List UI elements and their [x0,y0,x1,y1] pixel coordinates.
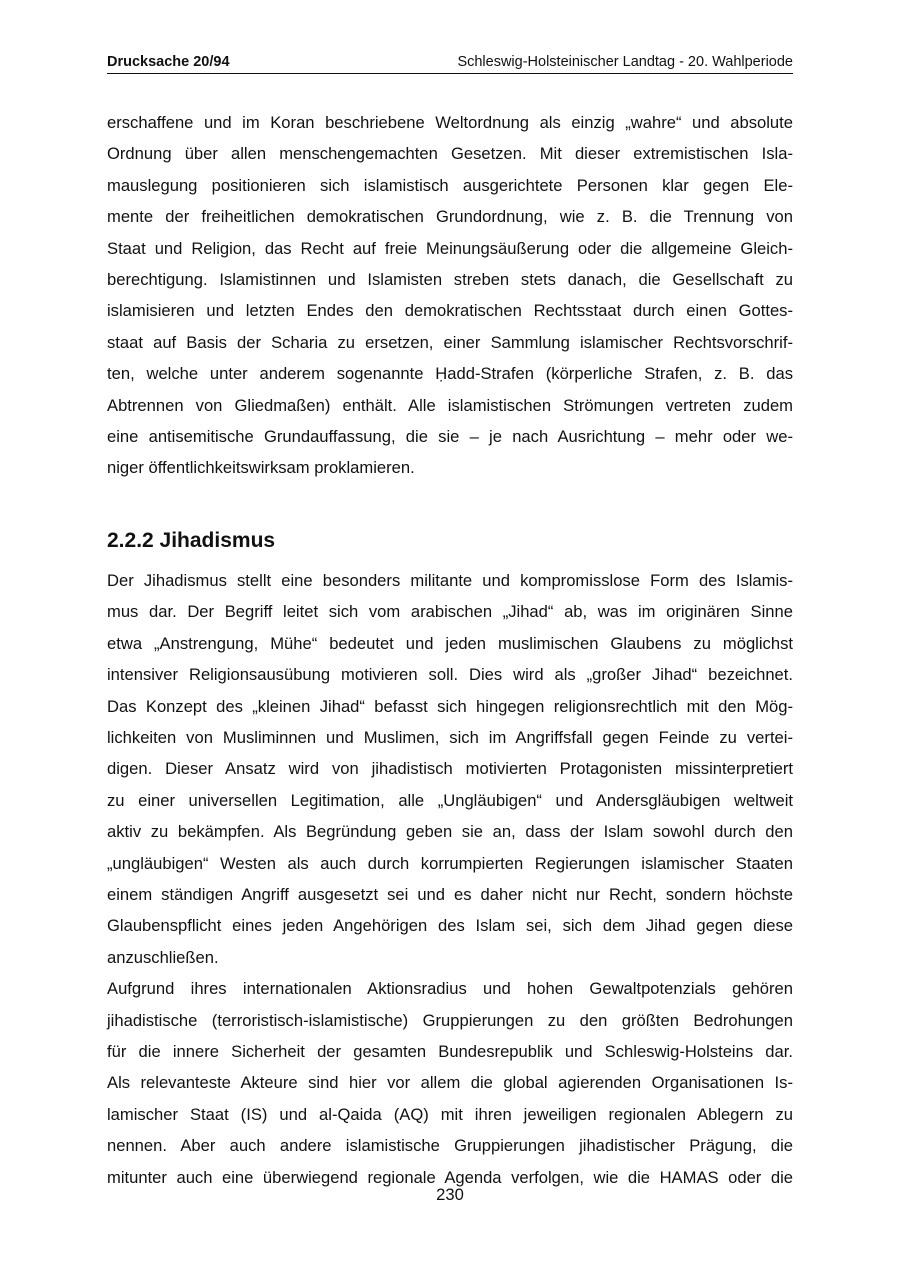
text-line: Glaubenspflicht eines jeden Angehörigen des Islam sei, sich dem Jihad gegen diese [107,916,793,936]
text-line: lamischer Staat (IS) und al-Qaida (AQ) mit ihren jeweiligen regionalen Ablegern zu [107,1104,793,1124]
text-line: jihadistische (terroristisch-islamistische) Gruppierungen zu den größten Bedrohungen [107,1010,793,1030]
text-line: Das Konzept des „kleinen Jihad“ befasst sich hingegen religionsrechtlich mit den Mög- [107,696,793,716]
text-line: einem ständigen Angriff ausgesetzt sei und es daher nicht nur Recht, sondern höchste [107,884,793,904]
text-line: Der Jihadismus stellt eine besonders militante und kompromisslose Form des Islamis- [107,570,793,590]
text-line: eine antisemitische Grundauffassung, die sie – je nach Ausrichtung – mehr oder we- [107,427,793,447]
text-line: staat auf Basis der Scharia zu ersetzen, einer Sammlung islamischer Rechtsvorschrif- [107,332,793,352]
text-line: für die innere Sicherheit der gesamten Bundesrepublik und Schleswig-Holsteins dar. [107,1041,793,1061]
text-line: ten, welche unter anderem sogenannte Ḥadd-Strafen (körperliche Strafen, z. B. das [107,364,793,384]
paragraph-jihadist-threat [107,973,793,1193]
text-line: mus dar. Der Begriff leitet sich vom arabischen „Jihad“ ab, was im originären Sinne [107,602,793,622]
text-line: Staat und Religion, das Recht auf freie Meinungsäußerung oder die allgemeine Gleich- [107,238,793,258]
text-line: mente der freiheitlichen demokratischen Grundordnung, wie z. B. die Trennung von [107,207,793,227]
text-line: digen. Dieser Ansatz wird von jihadistisch motivierten Protagonisten missinterpretiert [107,759,793,779]
document-number: Drucksache 20/94 [107,54,230,70]
page-number: 230 [436,1185,464,1204]
text-line: aktiv zu bekämpfen. Als Begründung geben sie an, dass der Islam sowohl durch den [107,822,793,842]
document-page [107,52,793,1193]
paragraph-islamism-intro [107,107,793,484]
text-line: Ordnung über allen menschengemachten Gesetzen. Mit dieser extremistischen Isla- [107,144,793,164]
paragraph-jihadism-definition [107,565,793,973]
body-text [107,107,793,1193]
text-line: anzuschließen. [107,947,219,967]
text-line: mauslegung positionieren sich islamistisch ausgerichtete Personen klar gegen Ele- [107,175,793,195]
text-line: Abtrennen von Gliedmaßen) enthält. Alle islamistischen Strömungen vertreten zudem [107,395,793,415]
text-line: zu einer universellen Legitimation, alle „Ungläubigen“ und Andersgläubigen weltweit [107,790,793,810]
text-line: Aufgrund ihres internationalen Aktionsradius und hohen Gewaltpotenzials gehören [107,979,793,999]
text-line: erschaffene und im Koran beschriebene Weltordnung als einzig „wahre“ und absolute [107,113,793,132]
text-line: „ungläubigen“ Westen als auch durch korrumpierten Regierungen islamischer Staaten [107,853,793,873]
section-heading: 2.2.2 Jihadismus [107,528,276,552]
text-line: Als relevanteste Akteure sind hier vor allem die global agierenden Organisationen Is- [107,1073,793,1093]
text-line: niger öffentlichkeitswirksam proklamieren. [107,458,415,478]
text-line: islamisieren und letzten Endes den demokratischen Rechtsstaat durch einen Gottes- [107,301,793,321]
text-line: lichkeiten von Musliminnen und Muslimen, sich im Angriffsfall gegen Feinde zu vertei- [107,727,793,747]
text-line: berechtigung. Islamistinnen und Islamisten streben stets danach, die Gesellschaft zu [107,270,793,290]
text-line: mitunter auch eine überwiegend regionale Agenda verfolgen, wie die HAMAS oder die [107,1167,793,1187]
text-line: nennen. Aber auch andere islamistische Gruppierungen jihadistischer Prägung, die [107,1136,793,1156]
text-line: etwa „Anstrengung, Mühe“ bedeutet und jeden muslimischen Glaubens zu möglichst [107,633,793,653]
parliament-title: Schleswig-Holsteinischer Landtag - 20. Wahlperiode [457,54,793,70]
text-line: intensiver Religionsausübung motivieren soll. Dies wird als „großer Jihad“ bezeichnet. [107,665,793,685]
page-header [107,52,793,74]
